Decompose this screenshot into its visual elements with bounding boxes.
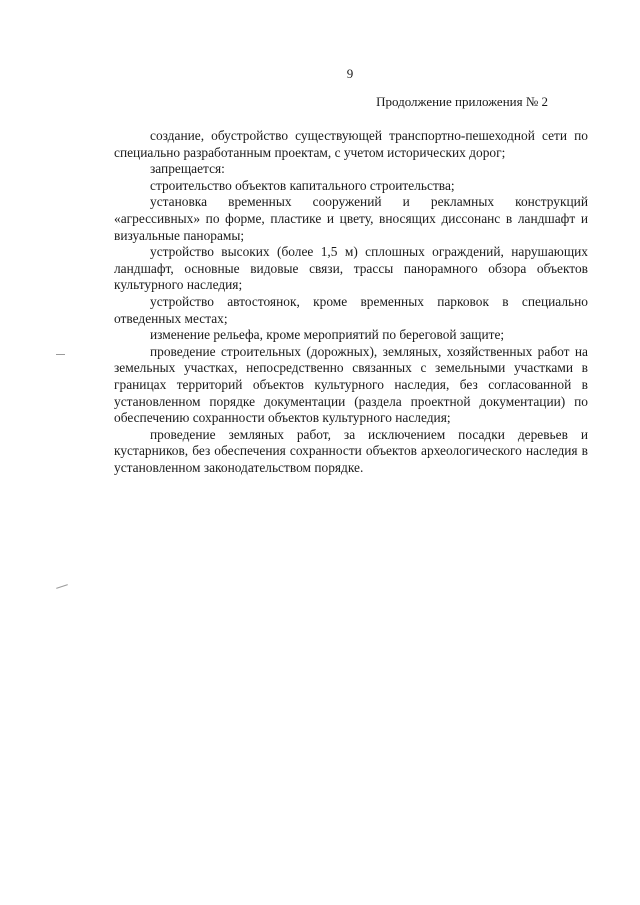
- scan-mark: [56, 354, 65, 355]
- paragraph-construction-works: проведение строительных (дорожных), земляных, хозяйственных работ на земельных участках, непосредственно связанных с земельными участками в границах территорий объектов культурного наследия, без согласованной в установленном порядке документации (раздела проектной документации) по обеспечению сохранности объектов культурного наследия;: [114, 343, 588, 426]
- paragraph-earthworks: проведение земляных работ, за исключением посадки деревьев и кустарников, без обеспечения сохранности объектов археологического наследия в установленном законодательством порядке.: [114, 426, 588, 475]
- paragraph-capital-construction: строительство объектов капитального строительства;: [150, 177, 455, 193]
- document-body: [114, 128, 588, 476]
- appendix-continuation-label: Продолжение приложения № 2: [376, 94, 548, 109]
- paragraph-high-fences: устройство высоких (более 1,5 м) сплошных ограждений, нарушающих ландшафт, основные видовые связи, трассы панорамного обзора объектов культурного наследия;: [114, 244, 588, 293]
- paragraph-parking: устройство автостоянок, кроме временных парковок в специально отведенных местах;: [114, 293, 588, 326]
- paragraph-prohibited-heading: запрещается:: [150, 161, 225, 177]
- paragraph-relief-change: изменение рельефа, кроме мероприятий по береговой защите;: [150, 327, 505, 343]
- scan-mark: [56, 584, 68, 589]
- page-number: 9: [346, 66, 354, 81]
- paragraph-transport-network: создание, обустройство существующей транспортно-пешеходной сети по специально разработанным проектам, с учетом исторических дорог;: [114, 128, 588, 160]
- paragraph-temporary-structures: установка временных сооружений и рекламных конструкций «агрессивных» по форме, пластике и цвету, вносящих диссонанс в ландшафт и визуальные панорамы;: [114, 194, 588, 243]
